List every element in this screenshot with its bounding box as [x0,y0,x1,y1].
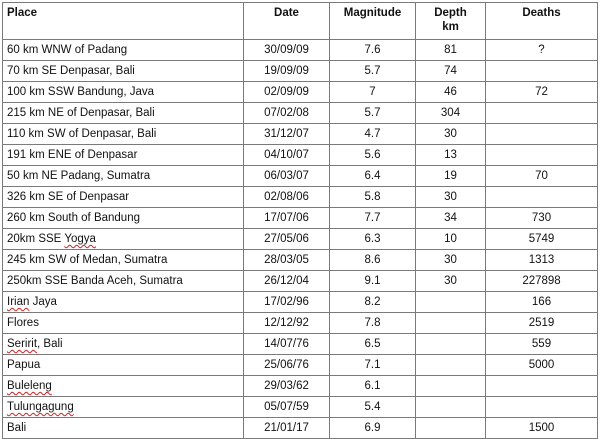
table-row [3,82,598,103]
header-depth-line2: km [442,21,459,33]
cell-deaths [486,124,598,145]
cell-deaths: 166 [486,292,598,313]
table-row [3,355,598,376]
place-text-spellcheck: Buleleng [7,380,52,392]
cell-deaths [486,397,598,418]
cell-date: 14/07/76 [244,334,330,355]
cell-magnitude: 8.6 [330,250,416,271]
table-row [3,334,598,355]
cell-depth: 34 [416,208,486,229]
place-text-spellcheck: Seririt [7,338,38,350]
cell-magnitude: 5.6 [330,145,416,166]
place-text-suffix: Jaya [29,296,57,308]
cell-deaths: ? [486,40,598,61]
cell-magnitude: 6.9 [330,418,416,439]
cell-place: 326 km SE of Denpasar [3,187,244,208]
table-row [3,208,598,229]
cell-depth [416,397,486,418]
table-row [3,418,598,439]
cell-depth: 46 [416,82,486,103]
cell-deaths: 5000 [486,355,598,376]
cell-depth: 10 [416,229,486,250]
cell-magnitude: 7.8 [330,313,416,334]
cell-place: Papua [3,355,244,376]
cell-place [3,334,244,355]
place-text-suffix: , Bali [37,338,63,350]
cell-place [3,229,244,250]
cell-magnitude: 9.1 [330,271,416,292]
cell-magnitude: 5.8 [330,187,416,208]
cell-magnitude: 6.5 [330,334,416,355]
cell-date: 29/03/62 [244,376,330,397]
header-deaths: Deaths [486,3,598,40]
cell-place: 110 km SW of Denpasar, Bali [3,124,244,145]
place-text-spellcheck: Tulungagung [7,401,74,413]
table-row [3,397,598,418]
cell-place [3,376,244,397]
cell-magnitude: 7.1 [330,355,416,376]
table-row [3,61,598,82]
cell-date: 07/02/08 [244,103,330,124]
cell-date: 26/12/04 [244,271,330,292]
cell-depth [416,355,486,376]
cell-magnitude: 4.7 [330,124,416,145]
cell-date: 06/03/07 [244,166,330,187]
cell-place [3,292,244,313]
cell-depth: 30 [416,124,486,145]
cell-depth [416,313,486,334]
cell-place: 260 km South of Bandung [3,208,244,229]
table-row [3,145,598,166]
cell-date: 31/12/07 [244,124,330,145]
cell-depth [416,418,486,439]
header-date: Date [244,3,330,40]
cell-date: 25/06/76 [244,355,330,376]
table-row [3,187,598,208]
cell-magnitude: 6.1 [330,376,416,397]
cell-date: 17/02/96 [244,292,330,313]
header-row [3,3,598,40]
cell-date: 21/01/17 [244,418,330,439]
table-row [3,313,598,334]
cell-date: 19/09/09 [244,61,330,82]
cell-deaths [486,145,598,166]
table-row [3,376,598,397]
table-row [3,103,598,124]
cell-deaths: 2519 [486,313,598,334]
cell-depth: 304 [416,103,486,124]
cell-depth: 30 [416,187,486,208]
cell-deaths: 1313 [486,250,598,271]
table-row [3,124,598,145]
table-row [3,271,598,292]
cell-place: 100 km SSW Bandung, Java [3,82,244,103]
header-place: Place [3,3,244,40]
table-row [3,166,598,187]
cell-deaths: 559 [486,334,598,355]
cell-place: 250km SSE Banda Aceh, Sumatra [3,271,244,292]
cell-magnitude: 5.7 [330,103,416,124]
cell-date: 12/12/92 [244,313,330,334]
cell-deaths: 72 [486,82,598,103]
cell-magnitude: 5.4 [330,397,416,418]
place-text-spellcheck: Irian [7,296,30,308]
cell-deaths [486,187,598,208]
cell-depth [416,334,486,355]
table-row [3,229,598,250]
table-body [3,40,598,439]
cell-date: 27/05/06 [244,229,330,250]
cell-deaths: 5749 [486,229,598,250]
cell-deaths [486,61,598,82]
place-text-prefix: 20km SSE [7,233,65,245]
cell-date: 04/10/07 [244,145,330,166]
header-magnitude: Magnitude [330,3,416,40]
cell-magnitude: 7 [330,82,416,103]
cell-depth: 19 [416,166,486,187]
cell-date: 17/07/06 [244,208,330,229]
cell-date: 05/07/59 [244,397,330,418]
cell-place: 215 km NE of Denpasar, Bali [3,103,244,124]
cell-place: 70 km SE Denpasar, Bali [3,61,244,82]
cell-date: 28/03/05 [244,250,330,271]
cell-place: 50 km NE Padang, Sumatra [3,166,244,187]
table-row [3,292,598,313]
header-depth-line1: Depth [434,7,467,19]
cell-place [3,397,244,418]
cell-depth: 30 [416,250,486,271]
cell-deaths: 730 [486,208,598,229]
cell-depth [416,292,486,313]
table-row [3,40,598,61]
cell-place: Flores [3,313,244,334]
cell-depth: 81 [416,40,486,61]
cell-magnitude: 6.4 [330,166,416,187]
cell-date: 02/08/06 [244,187,330,208]
cell-depth: 30 [416,271,486,292]
cell-depth: 13 [416,145,486,166]
cell-depth: 74 [416,61,486,82]
cell-magnitude: 5.7 [330,61,416,82]
table-row [3,250,598,271]
cell-place: 245 km SW of Medan, Sumatra [3,250,244,271]
cell-deaths [486,376,598,397]
cell-magnitude: 6.3 [330,229,416,250]
cell-place: 191 km ENE of Denpasar [3,145,244,166]
earthquake-table [2,2,598,439]
cell-magnitude: 7.6 [330,40,416,61]
place-text-spellcheck: Yogya [64,233,96,245]
cell-place: Bali [3,418,244,439]
cell-place: 60 km WNW of Padang [3,40,244,61]
cell-deaths: 227898 [486,271,598,292]
cell-magnitude: 8.2 [330,292,416,313]
cell-date: 02/09/09 [244,82,330,103]
cell-deaths [486,103,598,124]
cell-magnitude: 7.7 [330,208,416,229]
cell-date: 30/09/09 [244,40,330,61]
header-depth [416,3,486,40]
cell-deaths: 1500 [486,418,598,439]
cell-deaths: 70 [486,166,598,187]
cell-depth [416,376,486,397]
table-header [3,3,598,40]
